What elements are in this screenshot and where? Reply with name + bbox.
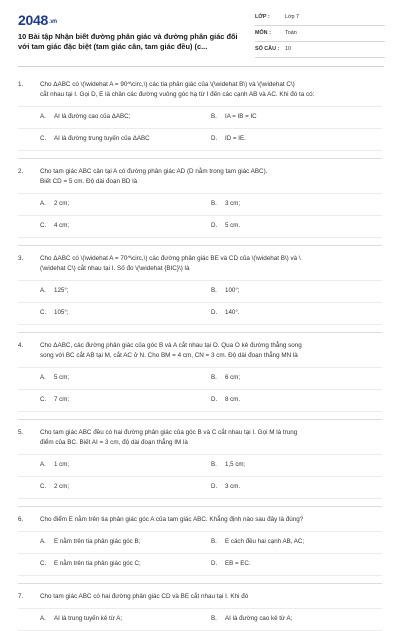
answer-option-c[interactable] [40,396,69,403]
answer-option-c[interactable] [40,483,69,490]
question-separator [18,245,382,246]
option-text: 5 cm; [54,374,70,381]
question-text: song với BC cắt AB tại M, cắt AC ở N. Cho BM = 4 cm, CN = 3 cm. Độ dài đoạn thẳng MN là [40,352,298,359]
options-row [18,554,382,576]
meta-key: LỚP : [255,14,270,20]
question-text: Cho điểm E nằm trên tia phân giác góc A của tam giác ABC. Khẳng định nào sau đây là đúng? [40,516,304,523]
question-number: 3. [18,255,24,262]
options-row [18,216,382,238]
question-text: Biết CD = 5 cm. Độ dài đoạn BD là [40,178,138,185]
question-text: (\widehat C\) cắt nhau tại I. Số đo \(\widehat {BIC}\) là [40,265,190,272]
option-text: IA = IB = IC [225,113,257,120]
answer-option-d[interactable] [211,135,246,142]
question-7 [0,592,400,631]
option-letter: B. [211,461,217,468]
question-text-line [18,80,382,90]
meta-value: Toán [285,30,297,36]
question-separator [18,583,382,584]
question-text-line [18,167,382,177]
options-row [18,455,382,477]
answer-option-d[interactable] [211,222,240,229]
answer-option-c[interactable] [40,560,141,567]
question-text: Cho tam giác ABC cân tại A có đường phân giác AD (D nằm trong tam giác ABC). [40,168,268,175]
option-text: 2 cm; [54,483,70,490]
question-number: 4. [18,342,24,349]
option-letter: A. [40,113,46,120]
question-separator [18,158,382,159]
option-text: AI là trung tuyến kẻ từ A; [54,615,123,622]
answer-options [18,531,382,576]
options-row [18,107,382,129]
answer-option-c[interactable] [40,135,150,142]
option-text: AI là đường cao của ΔABC; [54,113,131,120]
option-letter: A. [40,200,46,207]
question-text: Cho ΔABC có \(\widehat A = 70^\circ,\) các đường phân giác BE và CD của \(\widehat B\) và \ [40,255,301,262]
answer-option-c[interactable] [40,309,69,316]
option-text: 3 cm; [225,200,241,207]
answer-option-a[interactable] [40,200,69,207]
answer-option-d[interactable] [211,483,240,490]
option-text: 3 cm. [225,483,241,490]
question-separator [18,419,382,420]
option-letter: D. [211,309,218,316]
question-4 [0,341,400,412]
meta-key: MÔN : [255,30,271,36]
answer-option-b[interactable] [211,287,240,294]
option-text: 2 cm; [54,200,70,207]
meta-key: SỐ CÂU : [255,46,280,52]
option-text: 6 cm; [225,374,241,381]
question-6 [0,515,400,576]
meta-count-row [255,44,385,58]
answer-option-d[interactable] [211,396,240,403]
option-text: 4 cm; [54,222,70,229]
meta-subject-row [255,28,385,42]
meta-value: 10 [285,46,291,52]
answer-option-a[interactable] [40,287,69,294]
worksheet-meta [255,12,385,60]
question-text-line [18,341,382,351]
option-text: 1,5 cm; [225,461,246,468]
option-letter: D. [211,396,218,403]
question-text: Cho tam giác ABC có hai đường phân giác CD và BE cắt nhau tại I. Khi đó [40,593,249,600]
option-letter: D. [211,135,218,142]
question-number: 2. [18,168,24,175]
option-letter: B. [211,200,217,207]
question-text-line [18,177,382,187]
options-row [18,303,382,325]
answer-option-b[interactable] [211,538,304,545]
meta-class-row [255,12,385,26]
question-text-line [18,438,382,448]
question-1 [0,80,400,151]
option-letter: B. [211,374,217,381]
question-text-line [18,264,382,274]
answer-option-a[interactable] [40,538,140,545]
answer-options [18,367,382,412]
option-letter: A. [40,461,46,468]
question-text-line [18,351,382,361]
options-row [18,609,382,631]
question-number: 7. [18,593,24,600]
option-text: EB = EC. [225,560,251,567]
answer-option-d[interactable] [211,309,240,316]
question-5 [0,428,400,499]
options-row [18,477,382,499]
answer-options [18,106,382,151]
worksheet-header [0,0,400,66]
question-text-line [18,592,382,602]
question-number: 1. [18,81,24,88]
question-separator [18,332,382,333]
option-text: 140°. [225,309,240,316]
option-letter: B. [211,113,217,120]
worksheet-title: 10 Bài tập Nhận biết đường phân giác và đường phân giác đối với tam giác đặc biệt (tam giác cân, tam giác đều) (c... [18,32,238,51]
option-letter: B. [211,287,217,294]
option-letter: C. [40,309,47,316]
question-list [0,80,400,622]
option-letter: C. [40,135,47,142]
question-text-line [18,428,382,438]
option-text: AI là đường trung tuyến của ΔABC [54,135,150,142]
answer-option-b[interactable] [211,374,240,381]
question-number: 5. [18,429,24,436]
option-text: 125°; [54,287,69,294]
question-number: 6. [18,516,24,523]
option-text: 105°; [54,309,69,316]
options-row [18,390,382,412]
option-letter: A. [40,374,46,381]
option-letter: A. [40,615,46,622]
option-text: 100°; [225,287,240,294]
option-text: 5 cm. [225,222,241,229]
options-row [18,368,382,390]
answer-options [18,608,382,631]
answer-option-b[interactable] [211,200,240,207]
question-text: Cho ΔABC, các đường phân giác của góc B và A cắt nhau tại O. Qua O kẻ đường thẳng song [40,342,302,349]
question-text: Cho ΔABC có \(\widehat A = 90^\circ,\) các tia phân giác của \(\widehat B\) và \(\widehat C\) [40,81,295,88]
question-text: điểm của BC. Biết AI = 3 cm, độ dài đoạn thẳng IM là [40,439,188,446]
option-letter: D. [211,483,218,490]
option-text: E nằm trên tia phân giác góc B; [54,538,141,545]
answer-options [18,280,382,325]
question-text-line [18,90,382,100]
answer-option-a[interactable] [40,374,69,381]
option-letter: B. [211,538,217,545]
option-text: AI là đường cao kẻ từ A; [225,615,293,622]
answer-option-b[interactable] [211,461,245,468]
option-text: E cách đều hai cạnh AB, AC; [225,538,305,545]
option-letter: C. [40,396,47,403]
option-text: E nằm trên tia phân giác góc C; [54,560,141,567]
question-3 [0,254,400,325]
option-letter: C. [40,483,47,490]
option-text: ID = IE. [225,135,246,142]
meta-value: Lớp 7 [285,14,300,20]
options-row [18,281,382,303]
answer-option-b[interactable] [211,615,292,622]
question-text-line [18,515,382,525]
option-text: 8 cm. [225,396,241,403]
answer-option-b[interactable] [211,113,257,120]
question-text: cắt nhau tại I. Gọi D, E là chân các đường vuông góc hạ từ I đến các cạnh AB và AC. Khi đó ta có: [40,91,315,98]
option-letter: C. [40,560,47,567]
answer-options [18,454,382,499]
answer-option-d[interactable] [211,560,251,567]
option-text: 7 cm; [54,396,70,403]
option-letter: C. [40,222,47,229]
options-row [18,532,382,554]
answer-option-a[interactable] [40,113,130,120]
header-divider [18,66,384,67]
question-text: Cho tam giác ABC đều có hai đường phân giác của góc B và C cắt nhau tại I. Gọi M là trung [40,429,298,436]
question-separator [18,506,382,507]
question-2 [0,167,400,238]
options-row [18,129,382,151]
answer-option-a[interactable] [40,615,122,622]
option-text: 1 cm; [54,461,70,468]
answer-options [18,193,382,238]
answer-option-a[interactable] [40,461,69,468]
question-text-line [18,254,382,264]
options-row [18,194,382,216]
answer-option-c[interactable] [40,222,69,229]
option-letter: B. [211,615,217,622]
option-letter: D. [211,560,218,567]
option-letter: A. [40,538,46,545]
site-logo[interactable]: $2048^{.vn}$ [18,12,57,28]
option-letter: A. [40,287,46,294]
option-letter: D. [211,222,218,229]
